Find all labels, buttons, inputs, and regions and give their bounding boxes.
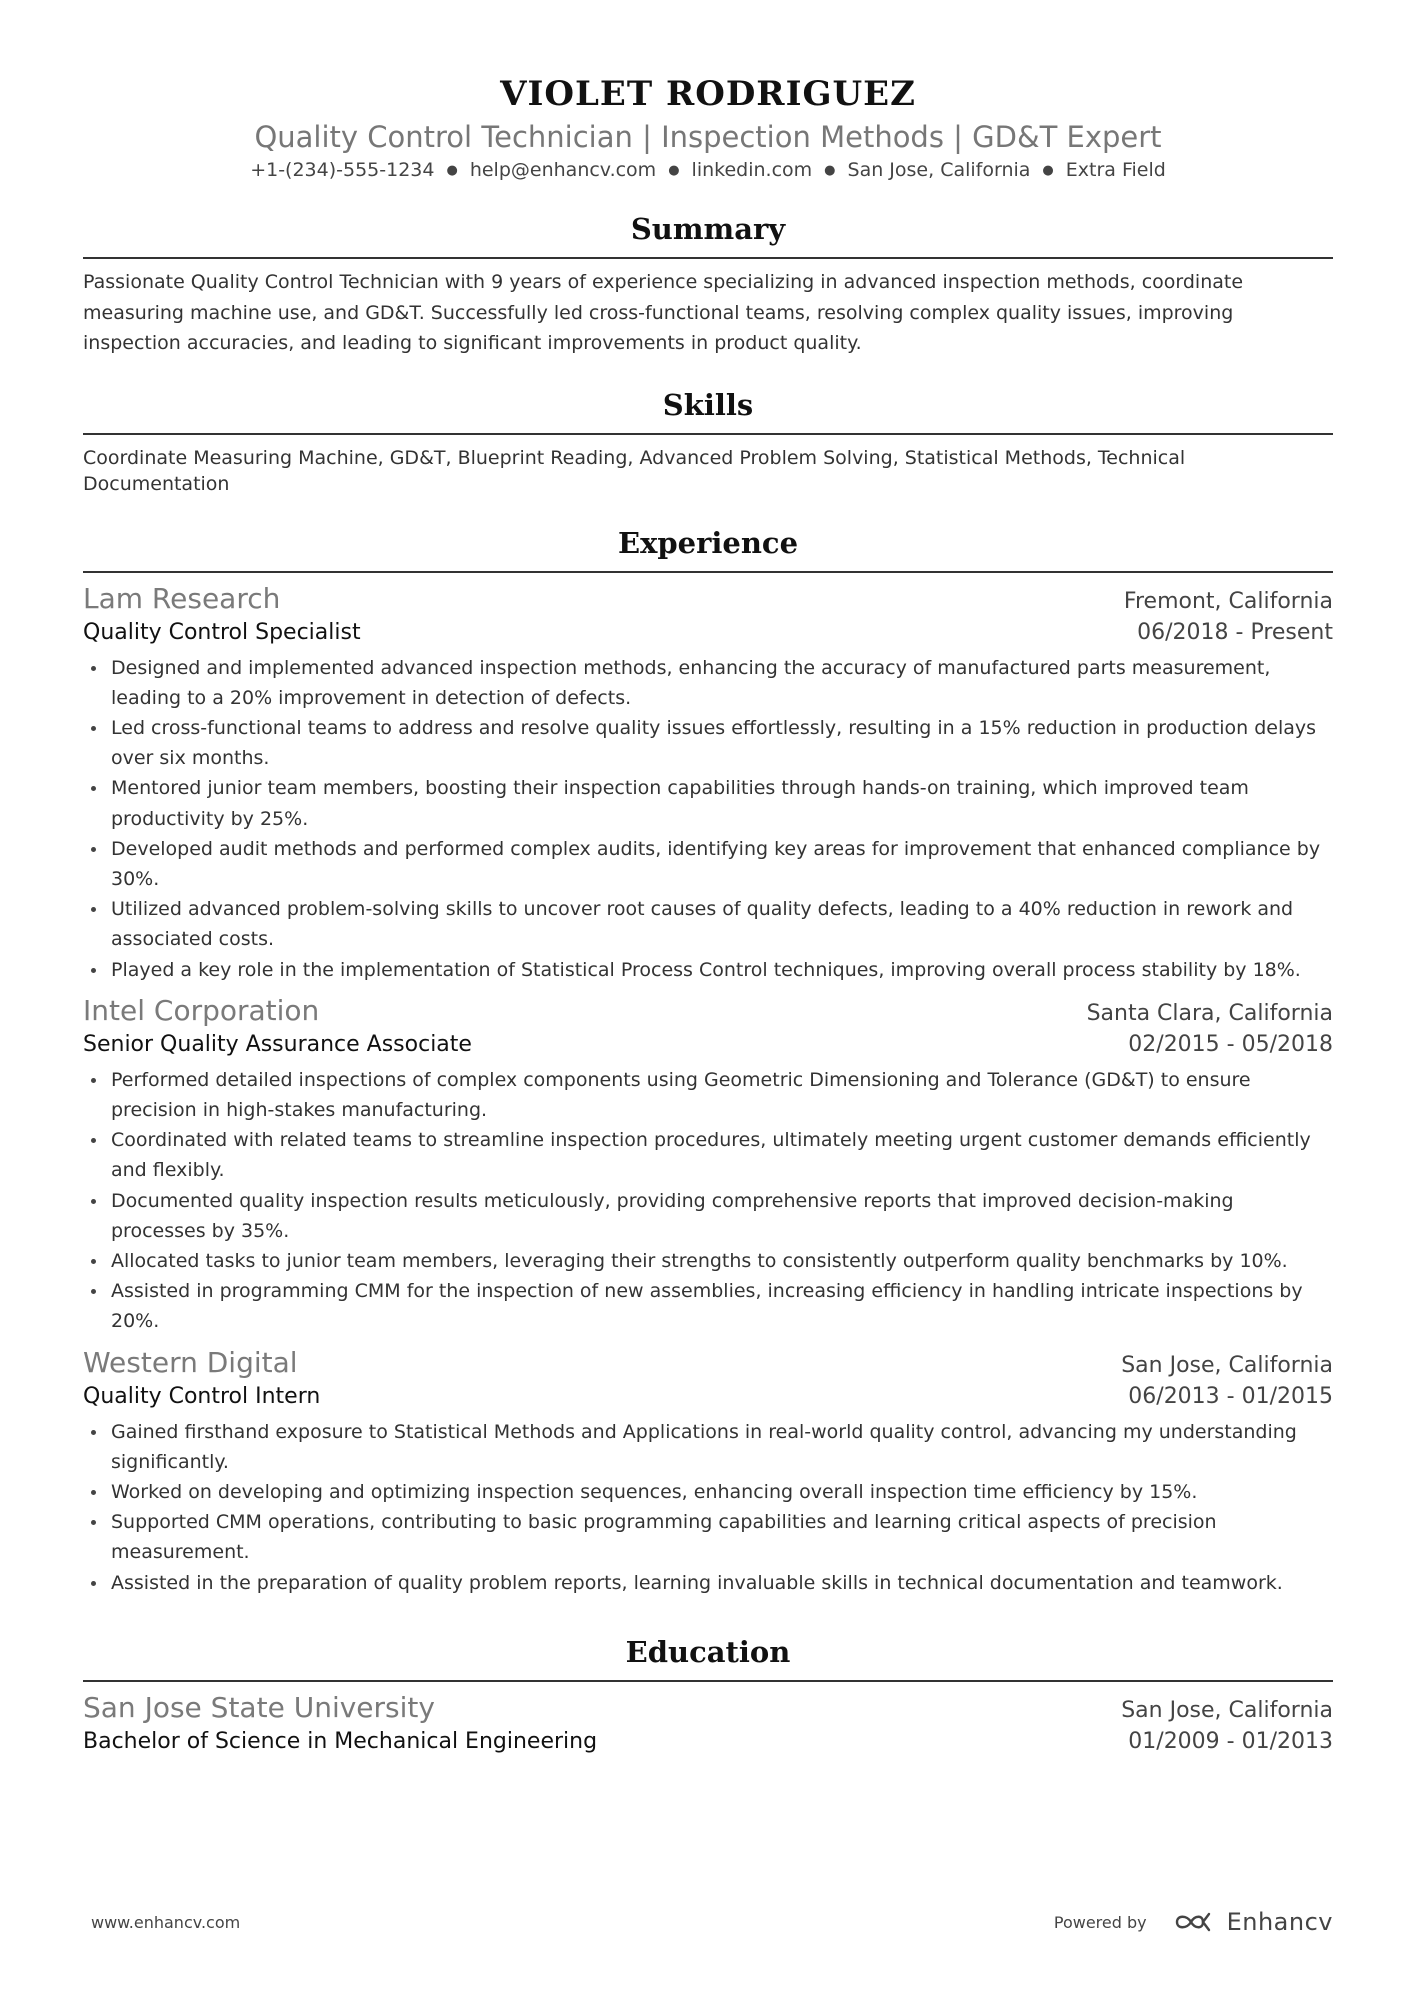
resume-page [83,0,1333,1758]
bullet-text: Performed detailed inspections of complex components using Geometric Dimensioning and Tolerance (GD&T) to ensure precision in high-stakes manufacturing. [111,1068,1251,1121]
bullet-dot [91,1259,96,1264]
bullet-text: Gained firsthand exposure to Statistical Methods and Applications in real-world quality control, advancing my understanding significantly. [111,1420,1297,1473]
education-location: San Jose, California [1121,1697,1333,1723]
bullet-text: Documented quality inspection results meticulously, providing comprehensive reports that improved decision-making processes by 35%. [111,1189,1234,1242]
job-bullet [83,1477,1333,1507]
job-company: Lam Research [83,581,281,615]
job-dates: 06/2013 - 01/2015 [1128,1383,1333,1409]
bullet-text: Coordinated with related teams to streamline inspection procedures, ultimately meeting urgent customer demands efficiently and flexibly. [111,1129,1311,1182]
job-location: Santa Clara, California [1086,1000,1333,1026]
bullet-text: Designed and implemented advanced inspection methods, enhancing the accuracy of manufactured parts measurement, leading to a 20% improvement in detection of defects. [111,656,1271,709]
job-location: San Jose, California [1121,1352,1333,1378]
job-bullet [83,1065,1333,1125]
bullet-dot [91,786,96,791]
job-role: Quality Control Specialist [83,619,361,645]
powered-by-label: Powered by [1053,1912,1147,1932]
education-section [83,1632,1333,1758]
bullet-dot [91,968,96,973]
job-bullet [83,773,1333,833]
job-bullets [83,1065,1333,1337]
bullet-dot [91,1289,96,1294]
bullet-dot [91,1520,96,1525]
bullet-text: Played a key role in the implementation of Statistical Process Control techniques, improving overall process stability by 18%. [111,958,1301,981]
job-bullet [83,955,1333,985]
job-bullet [83,894,1333,954]
section-title-education: Education [625,1634,791,1669]
bullet-dot [91,1490,96,1495]
job-bullet [83,1125,1333,1185]
job-bullet [83,1417,1333,1477]
skills-section [83,385,1333,497]
job-bullet [83,713,1333,773]
bullet-text: Utilized advanced problem-solving skills to uncover root causes of quality defects, leading to a 40% reduction in rework and associated costs. [111,898,1294,951]
job-role: Quality Control Intern [83,1383,321,1409]
bullet-dot [91,726,96,731]
job-bullet [83,1186,1333,1246]
job-company: Western Digital [83,1345,298,1379]
education-degree: Bachelor of Science in Mechanical Engineering [83,1728,598,1754]
candidate-name: VIOLET RODRIGUEZ [500,74,916,114]
contact-line [83,156,1333,187]
bullet-text: Assisted in programming CMM for the inspection of new assemblies, increasing efficiency in handling intricate inspections by 20%. [111,1280,1303,1333]
bullet-separator: ● [824,163,836,178]
job-bullets [83,653,1333,985]
job-bullet [83,1276,1333,1336]
bullet-text: Worked on developing and optimizing inspection sequences, enhancing overall inspection time efficiency by 15%. [111,1480,1198,1503]
contact-email: help@enhancv.com [469,159,657,181]
bullet-text: Developed audit methods and performed complex audits, identifying key areas for improvement that enhanced compliance by 30%. [111,837,1321,890]
job-location: Fremont, California [1123,588,1333,614]
section-divider [83,257,1333,259]
education-entry [83,1690,1333,1758]
job-bullets [83,1417,1333,1598]
job-company: Intel Corporation [83,993,320,1027]
bullet-dot [91,666,96,671]
summary-text: Passionate Quality Control Technician with 9 years of experience specializing in advanced inspection methods, coordinate measuring machine use, and GD&T. Successfully led cross-functional teams, resolving complex quality issues, improving inspection accuracies, and leading to significant improvements in product quality. [83,271,1244,354]
section-divider [83,1680,1333,1682]
candidate-headline: Quality Control Technician | Inspection Methods | GD&T Expert [254,120,1162,154]
bullet-separator: ● [1042,163,1054,178]
job-bullet [83,1507,1333,1567]
job-dates: 06/2018 - Present [1137,619,1333,645]
bullet-text: Supported CMM operations, contributing to basic programming capabilities and learning critical aspects of precision measurement. [111,1511,1217,1564]
skills-text: Coordinate Measuring Machine, GD&T, Blueprint Reading, Advanced Problem Solving, Statistical Methods, Technical Documentation [83,446,1186,495]
powered-by-badge[interactable] [1054,1908,1333,1936]
bullet-text: Allocated tasks to junior team members, leveraging their strengths to consistently outperform quality benchmarks by 10%. [111,1249,1288,1272]
summary-section [83,209,1333,359]
bullet-text: Assisted in the preparation of quality problem reports, learning invaluable skills in technical documentation and teamwork. [111,1571,1283,1594]
job-dates: 02/2015 - 05/2018 [1128,1031,1333,1057]
contact-phone: +1-(234)-555-1234 [250,159,435,181]
education-dates: 01/2009 - 01/2013 [1128,1728,1333,1754]
contact-location: San Jose, California [847,159,1031,181]
job-entry [83,581,1333,985]
section-title-experience: Experience [617,525,799,560]
resume-header [83,0,1333,187]
bullet-dot [91,1199,96,1204]
contact-extra-field: Extra Field [1065,159,1166,181]
bullet-dot [91,1078,96,1083]
bullet-text: Led cross-functional teams to address and resolve quality issues effortlessly, resulting in a 15% reduction in production delays over six months. [111,716,1317,770]
bullet-dot [91,1581,96,1586]
bullet-dot [91,1138,96,1143]
bullet-dot [91,847,96,852]
experience-section [83,523,1333,1598]
bullet-separator: ● [446,163,458,178]
bullet-separator: ● [668,163,680,178]
contact-linkedin: linkedin.com [691,159,813,181]
section-title-summary: Summary [630,212,786,246]
section-divider [83,571,1333,573]
job-bullet [83,653,1333,713]
bullet-dot [91,907,96,912]
enhancv-logo-icon [1173,1910,1219,1934]
section-title-skills: Skills [662,387,754,422]
section-divider [83,433,1333,435]
job-bullet [83,834,1333,894]
job-role: Senior Quality Assurance Associate [83,1031,472,1057]
bullet-dot [91,1430,96,1435]
bullet-text: Mentored junior team members, boosting their inspection capabilities through hands-on training, which improved team productivity by 25%. [111,777,1249,830]
job-entry [83,993,1333,1337]
page-footer [91,1908,1333,1936]
enhancv-brand-name: Enhancv [1226,1908,1333,1936]
job-bullet [83,1246,1333,1276]
education-school: San Jose State University [83,1690,435,1724]
footer-url-link[interactable]: www.enhancv.com [91,1912,241,1932]
job-entry [83,1345,1333,1598]
job-bullet [83,1568,1333,1598]
